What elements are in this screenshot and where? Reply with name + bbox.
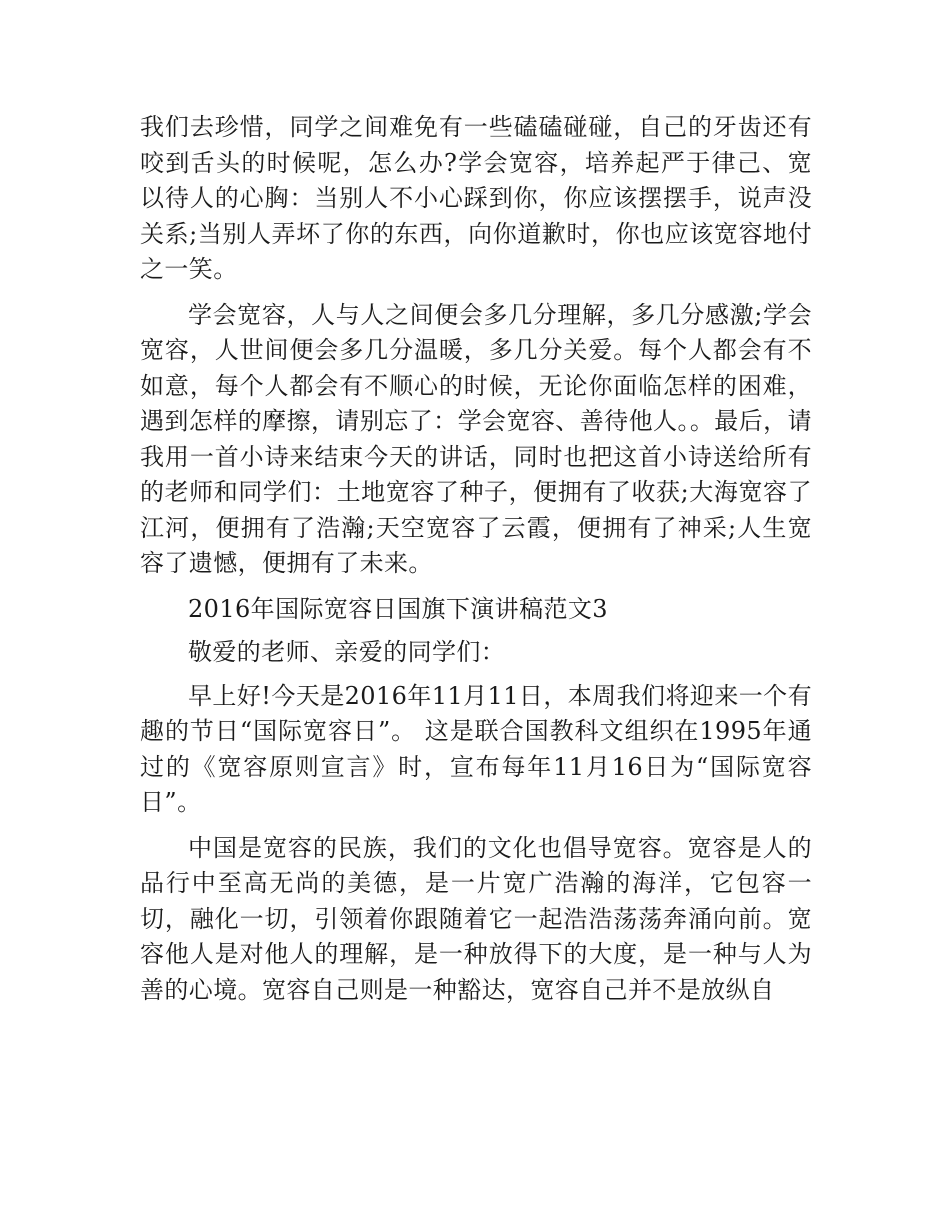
salutation: 敬爱的老师、亲爱的同学们： bbox=[188, 638, 506, 666]
paragraph-learn-tolerance: 学会宽容，人与人之间便会多几分理解，多几分感激;学会宽容，人世间便会多几分温暖，多几分关爱。每个人都会有不如意，每个人都会有不顺心的时候，无论你面临怎样的困难，遇到怎样的摩擦，请别忘了：学会宽容、善待他人。。最后，请我用一首小诗来结束今天的讲话，同时也把这首小诗送给所有的老师和同学们：土地宽容了种子，便拥有了收获;大海宽容了江河，便拥有了浩瀚;天空宽容了云霞，便拥有了神采;人生宽容了遗憾，便拥有了未来。 bbox=[140, 300, 812, 577]
paragraph-continuation: 我们去珍惜，同学之间难免有一些磕磕碰碰，自己的牙齿还有咬到舌头的时候呢，怎么办?学会宽容，培养起严于律己、宽以待人的心胸：当别人不小心踩到你，你应该摆摆手，说声没关系;当别人弄坏了你的东西，向你道歉时，你也应该宽容地付之一笑。 bbox=[140, 113, 812, 283]
section-title: 2016年国际宽容日国旗下演讲稿范文3 bbox=[188, 594, 608, 623]
paragraph-china-tolerance: 中国是宽容的民族，我们的文化也倡导宽容。宽容是人的品行中至高无尚的美德，是一片宽广浩瀚的海洋，它包容一切，融化一切，引领着你跟随着它一起浩浩荡荡奔涌向前。宽容他人是对他人的理解，是一种放得下的大度，是一种与人为善的心境。宽容自己则是一种豁达，宽容自己并不是放纵自 bbox=[140, 833, 812, 1004]
document-page bbox=[140, 110, 812, 1018]
paragraph-greeting: 早上好!今天是2016年11月11日，本周我们将迎来一个有趣的节日“国际宽容日”。 这是联合国教科文组织在1995年通过的《宽容原则宣言》时，宣布每年11月16日为“国际宽容日”。 bbox=[140, 681, 812, 816]
